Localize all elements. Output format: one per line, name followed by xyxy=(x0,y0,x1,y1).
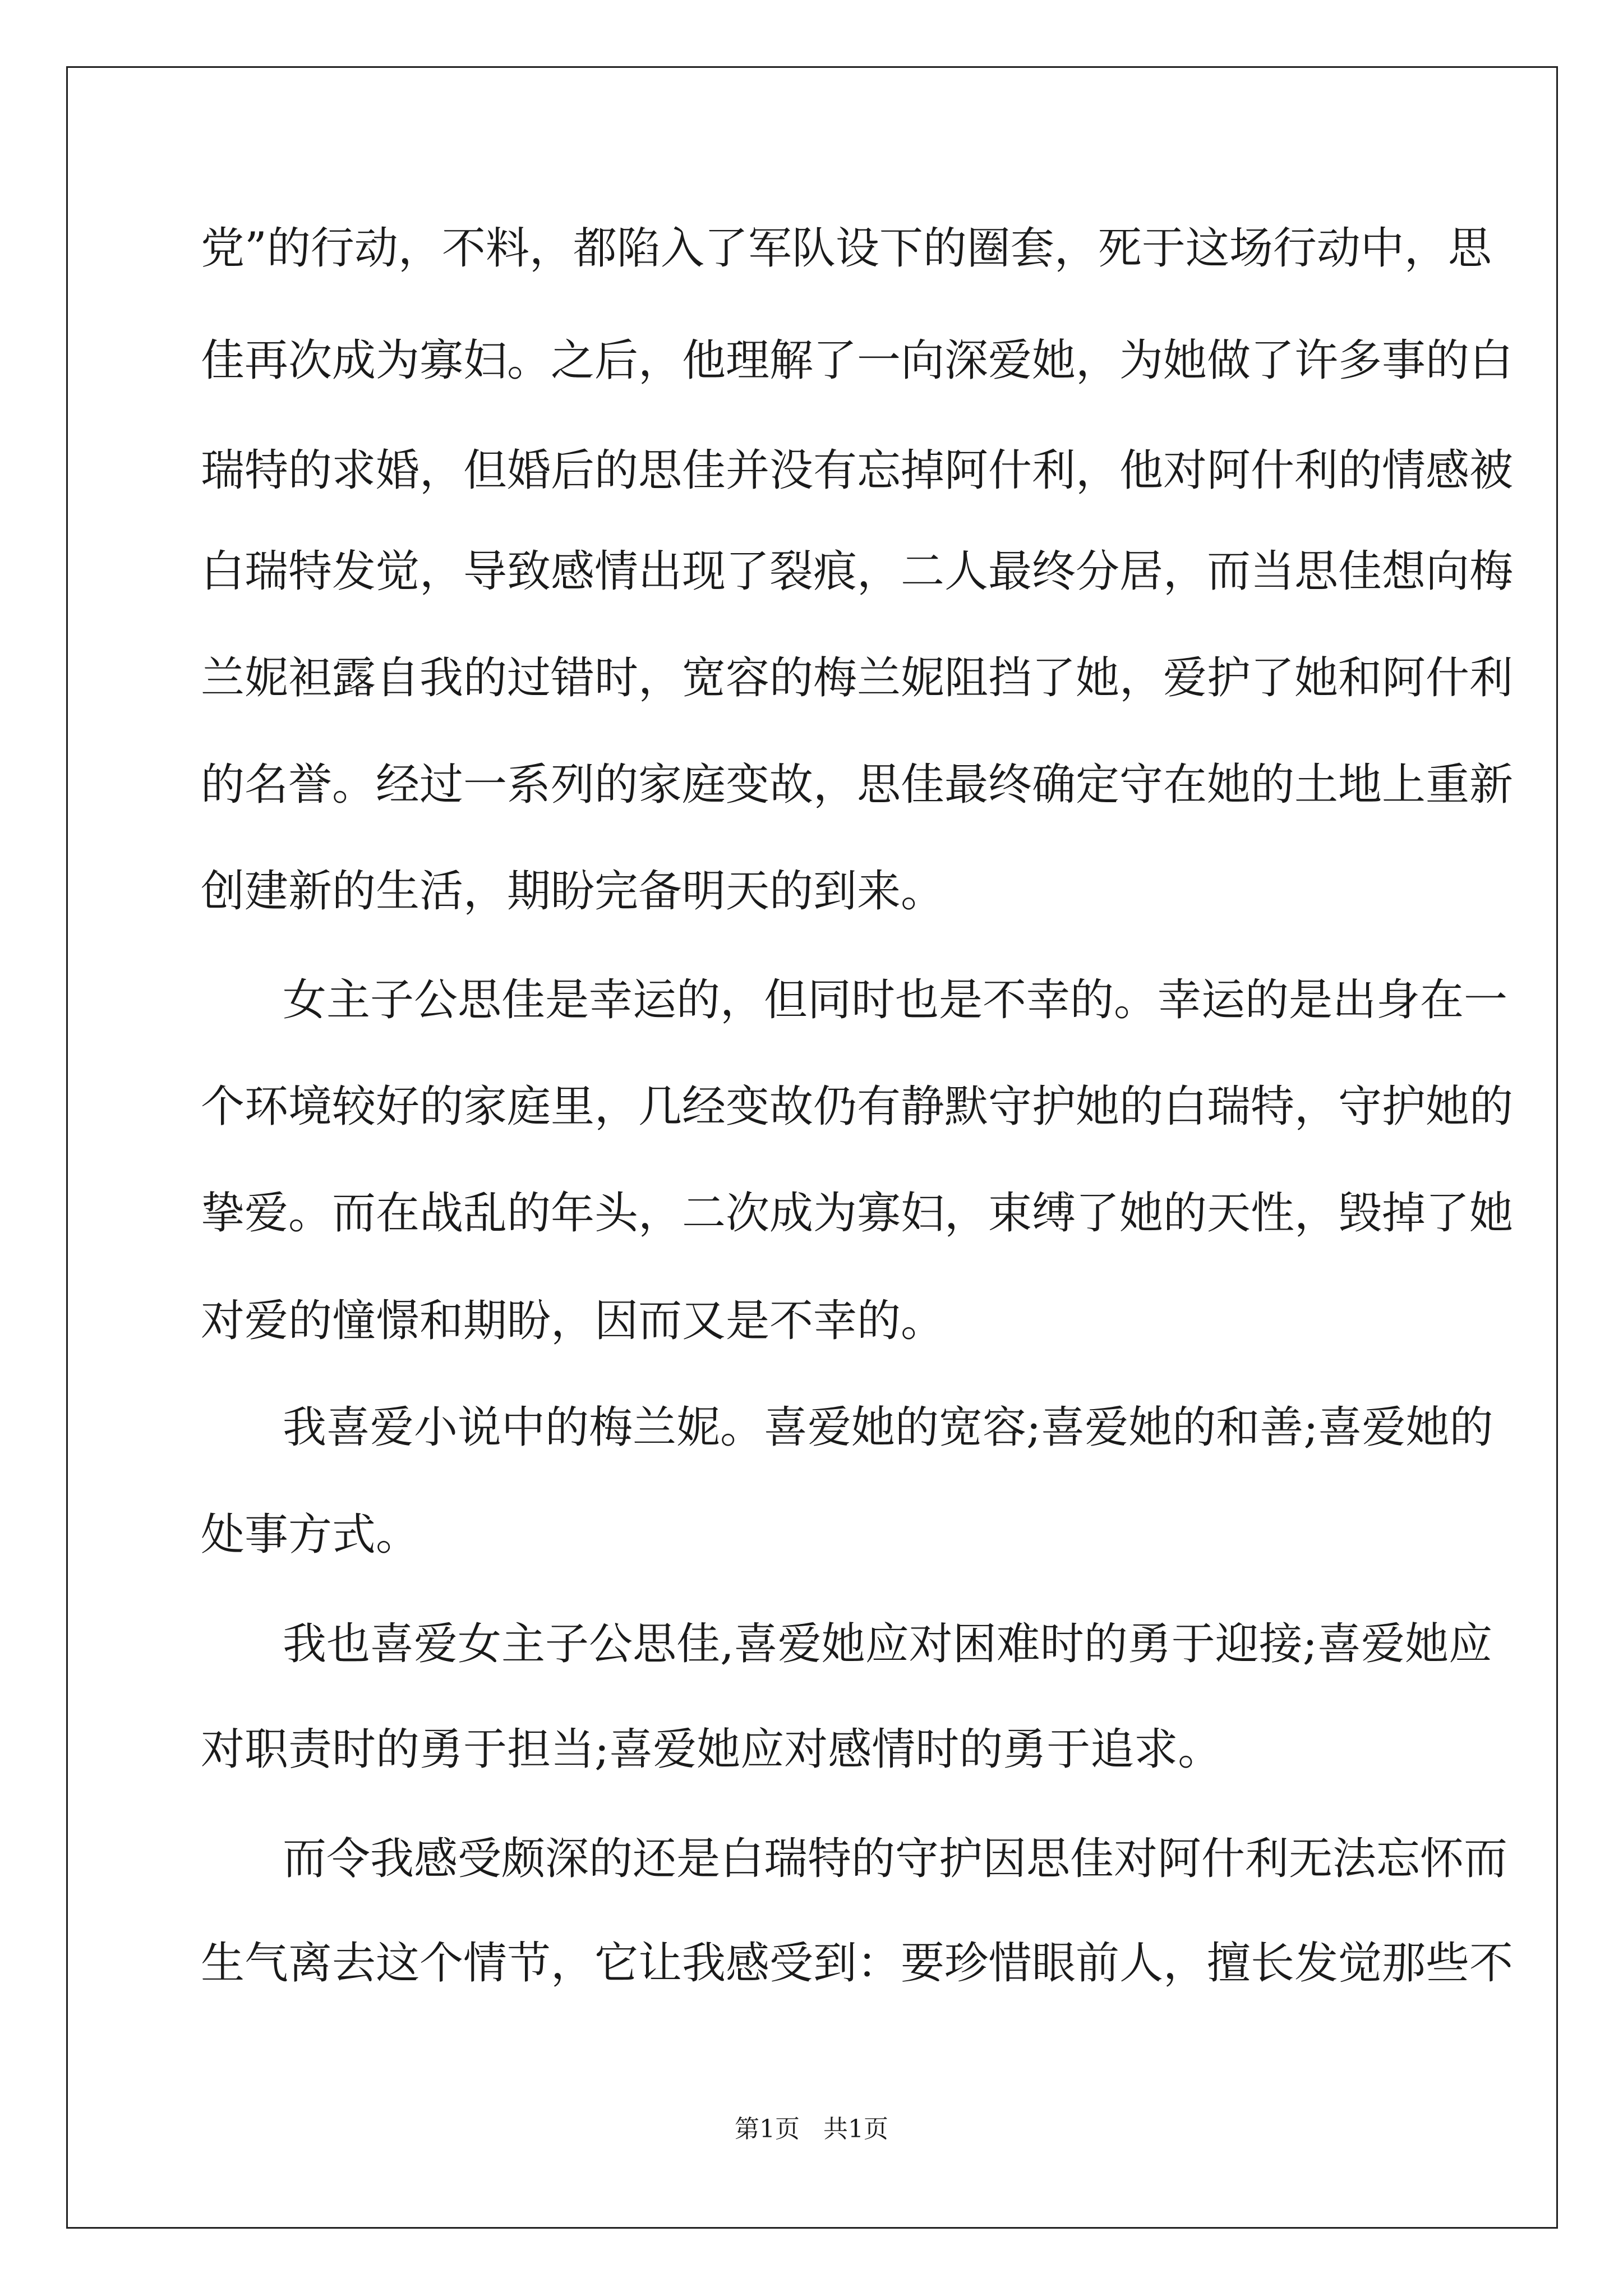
text-line: 瑞特的求婚，但婚后的思佳并没有忘掉阿什利，他对阿什利的情感被 xyxy=(201,445,1514,496)
text-line: 兰妮袒露自我的过错时，宽容的梅兰妮阻挡了她，爱护了她和阿什利 xyxy=(201,653,1514,703)
text-line: 女主子公思佳是幸运的，但同时也是不幸的。幸运的是出身在一 xyxy=(283,975,1508,1025)
text-line: 生气离去这个情节，它让我感受到：要珍惜眼前人，擅长发觉那些不 xyxy=(201,1938,1514,1989)
text-line: 挚爱。而在战乱的年头，二次成为寡妇，束缚了她的天性，毁掉了她 xyxy=(201,1188,1514,1239)
text-line: 创建新的生活，期盼完备明天的到来。 xyxy=(201,866,945,917)
text-line: 白瑞特发觉，导致感情出现了裂痕，二人最终分居，而当思佳想向梅 xyxy=(201,546,1514,597)
page-footer: 第1页 共1页 xyxy=(735,2115,888,2143)
text-line: 个环境较好的家庭里，几经变故仍有静默守护她的白瑞特，守护她的 xyxy=(201,1082,1514,1132)
page-border xyxy=(66,66,1558,2229)
text-line: 我喜爱小说中的梅兰妮。喜爱她的宽容;喜爱她的和善;喜爱她的 xyxy=(283,1402,1493,1453)
text-line: 的名誉。经过一系列的家庭变故，思佳最终确定守在她的土地上重新 xyxy=(201,760,1514,810)
text-line: 佳再次成为寡妇。之后，他理解了一向深爱她，为她做了许多事的白 xyxy=(201,335,1514,386)
text-line: 处事方式。 xyxy=(201,1510,420,1560)
text-line: 对爱的憧憬和期盼，因而又是不幸的。 xyxy=(201,1296,945,1346)
text-line: 党”的行动，不料，都陷入了军队设下的圈套，死于这场行动中，思 xyxy=(201,223,1492,274)
text-line: 我也喜爱女主子公思佳,喜爱她应对困难时的勇于迎接;喜爱她应 xyxy=(283,1619,1493,1669)
text-line: 而令我感受颇深的还是白瑞特的守护因思佳对阿什利无法忘怀而 xyxy=(283,1834,1508,1884)
text-line: 对职责时的勇于担当;喜爱她应对感情时的勇于追求。 xyxy=(201,1724,1222,1775)
